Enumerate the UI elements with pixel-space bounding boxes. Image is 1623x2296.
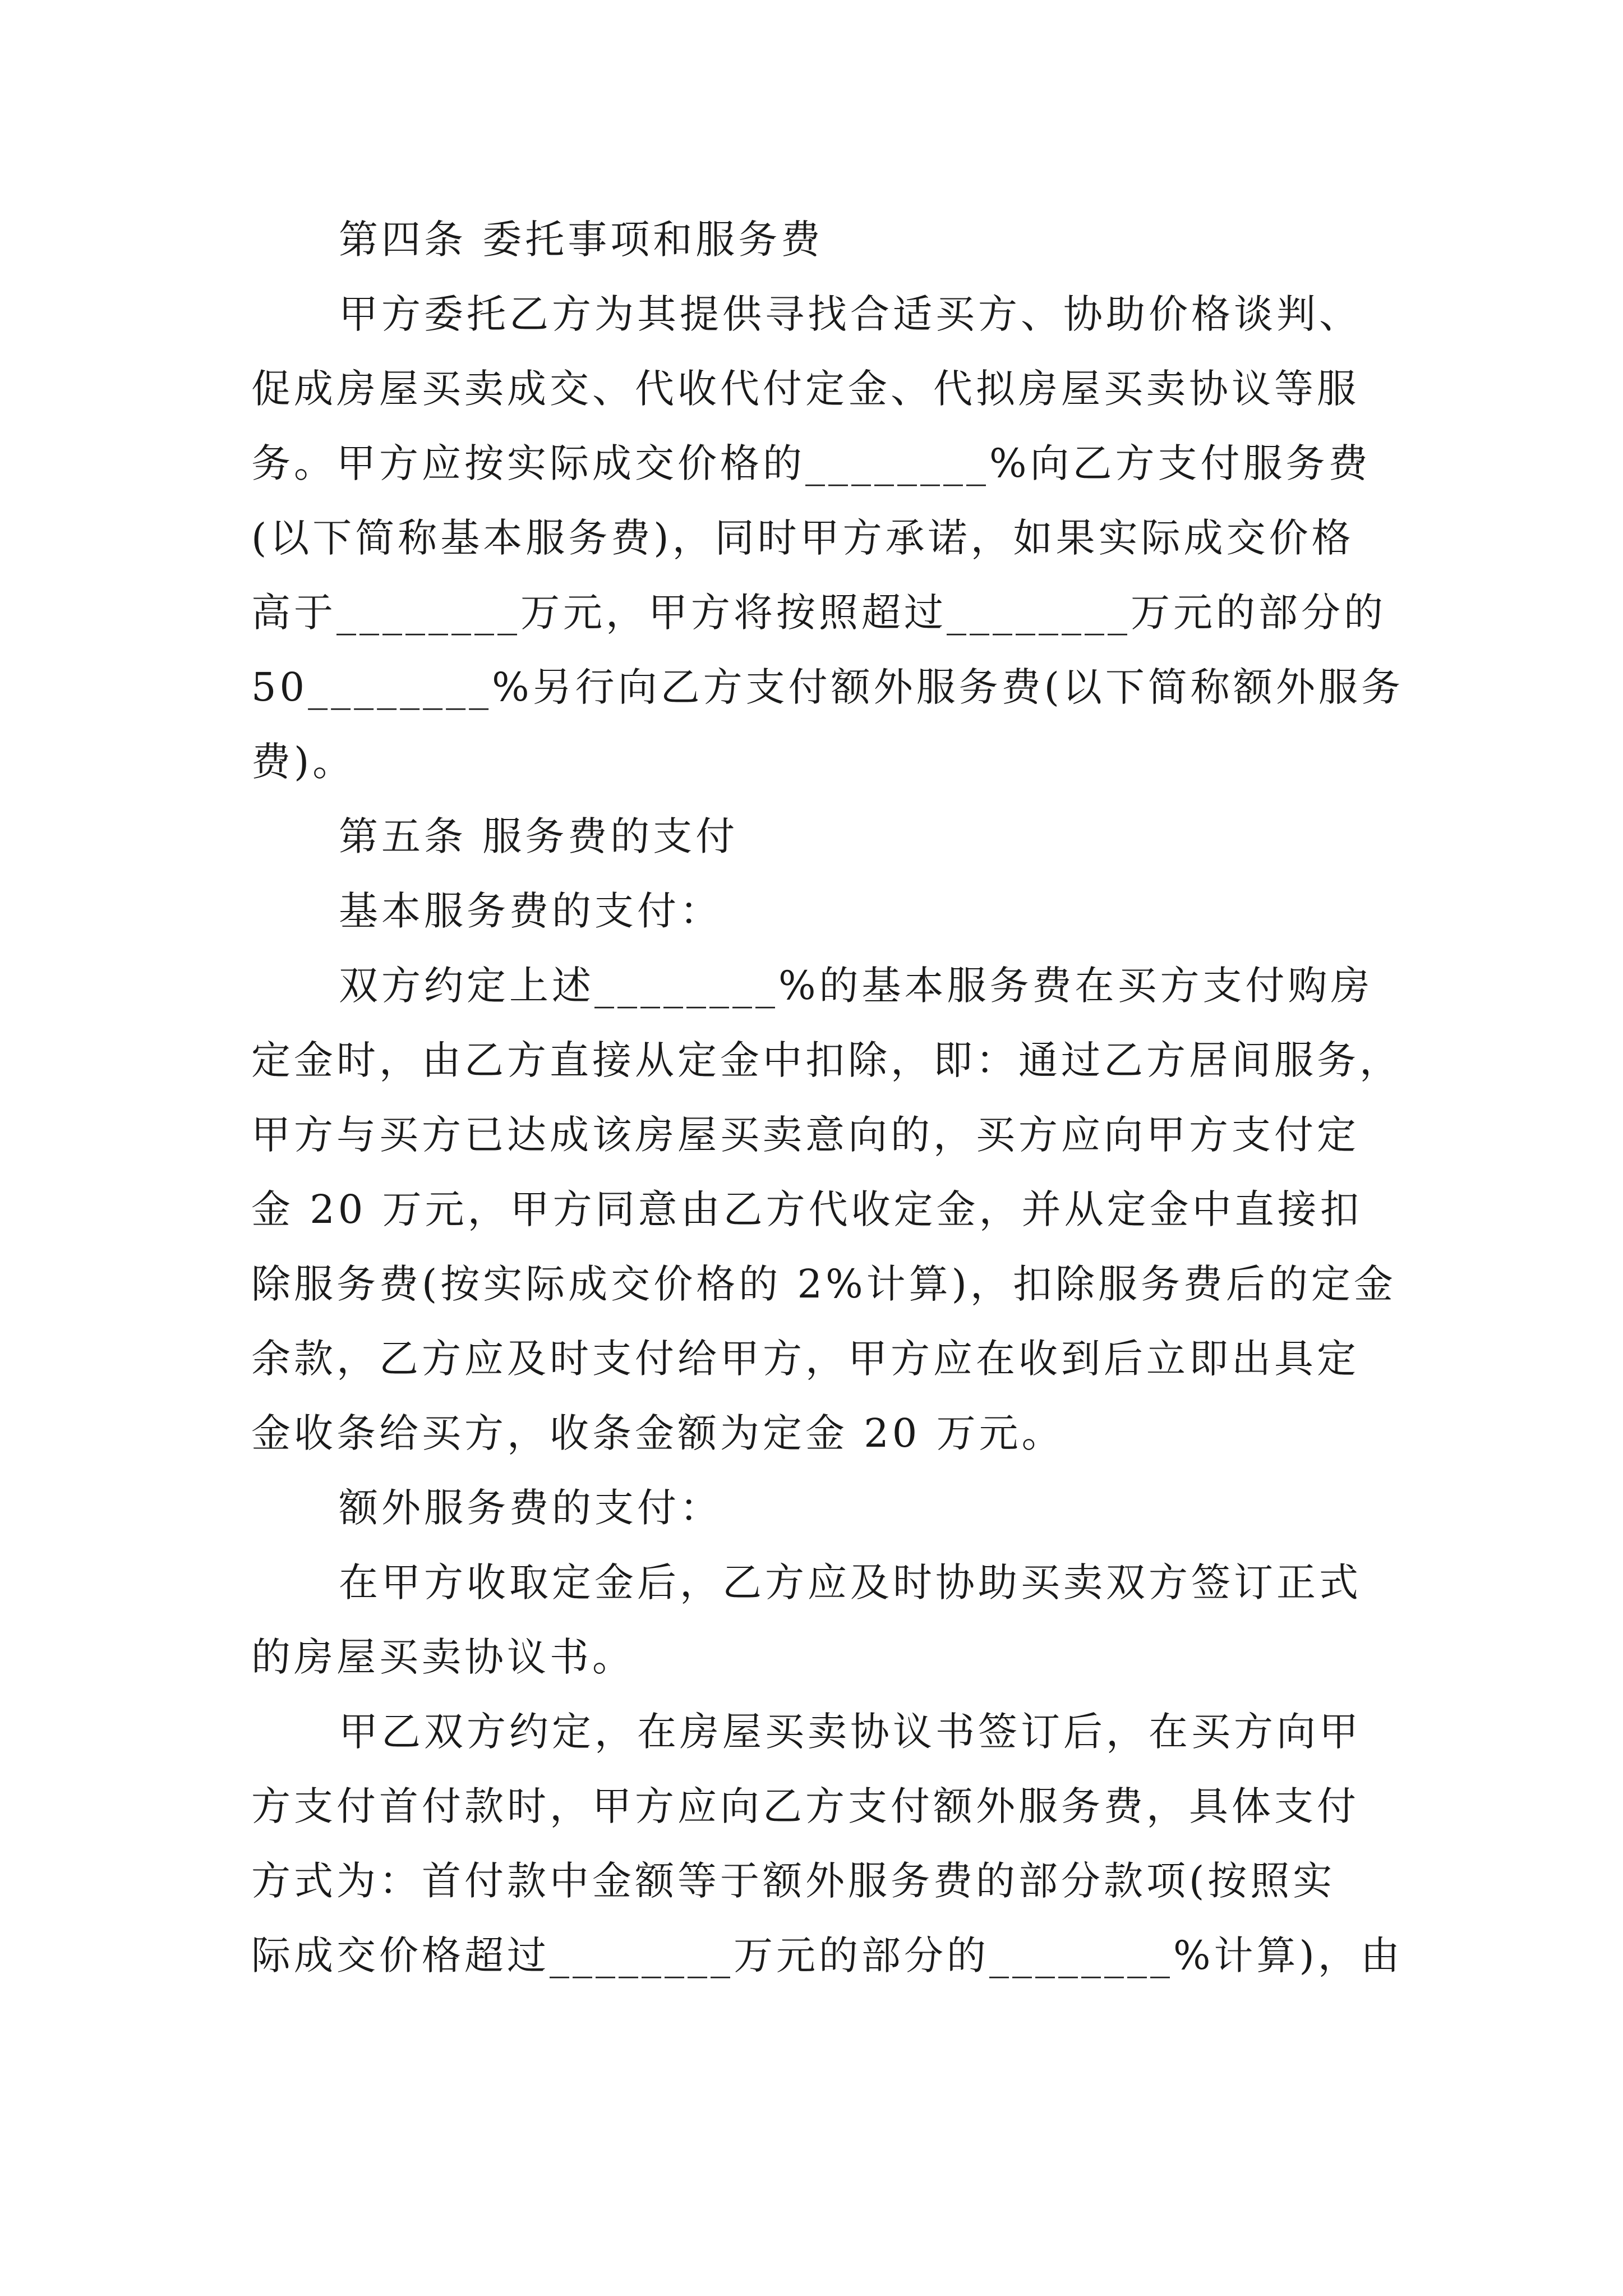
paragraph-line: 方支付首付款时，甲方应向乙方支付额外服务费，具体支付 [251,1783,1359,1829]
paragraph-line: 除服务费(按实际成交价格的 2%计算)，扣除服务费后的定金 [251,1261,1396,1307]
paragraph-line: 务。甲方应按实际成交价格的________%向乙方支付服务费 [251,440,1371,486]
paragraph-line: 金收条给买方，收条金额为定金 20 万元。 [251,1410,1064,1456]
paragraph-line: 余款，乙方应及时支付给甲方，甲方应在收到后立即出具定 [251,1336,1359,1382]
paragraph-line: 金 20 万元，甲方同意由乙方代收定金，并从定金中直接扣 [251,1186,1363,1232]
paragraph-line: 甲乙双方约定，在房屋买卖协议书签订后，在买方向甲 [339,1709,1362,1755]
paragraph-line: 促成房屋买卖成交、代收代付定金、代拟房屋买卖协议等服 [251,366,1359,412]
article-5-heading: 第五条 服务费的支付 [339,813,739,859]
paragraph-line: 方式为：首付款中金额等于额外服务费的部分款项(按照实 [251,1858,1336,1904]
paragraph-line: 定金时，由乙方直接从定金中扣除，即：通过乙方居间服务， [251,1037,1402,1083]
subheading-basic-fee: 基本服务费的支付： [339,888,722,934]
paragraph-line: 费)。 [251,739,356,785]
paragraph-line: 双方约定上述________%的基本服务费在买方支付购房 [339,963,1373,1009]
paragraph-line: 高于________万元，甲方将按照超过________万元的部分的 [251,590,1386,636]
paragraph-line: 甲方委托乙方为其提供寻找合适买方、协助价格谈判、 [339,291,1362,337]
paragraph-line: 50________%另行向乙方支付额外服务费(以下简称额外服务 [251,664,1404,710]
paragraph-line: 甲方与买方已达成该房屋买卖意向的，买方应向甲方支付定 [251,1112,1359,1158]
subheading-extra-fee: 额外服务费的支付： [339,1485,722,1531]
paragraph-line: 的房屋买卖协议书。 [251,1634,635,1680]
paragraph-line: 际成交价格超过________万元的部分的________%计算)，由 [251,1932,1403,1978]
paragraph-line: (以下简称基本服务费)，同时甲方承诺，如果实际成交价格 [251,515,1354,561]
article-4-heading: 第四条 委托事项和服务费 [339,217,824,263]
paragraph-line: 在甲方收取定金后，乙方应及时协助买卖双方签订正式 [339,1559,1362,1605]
